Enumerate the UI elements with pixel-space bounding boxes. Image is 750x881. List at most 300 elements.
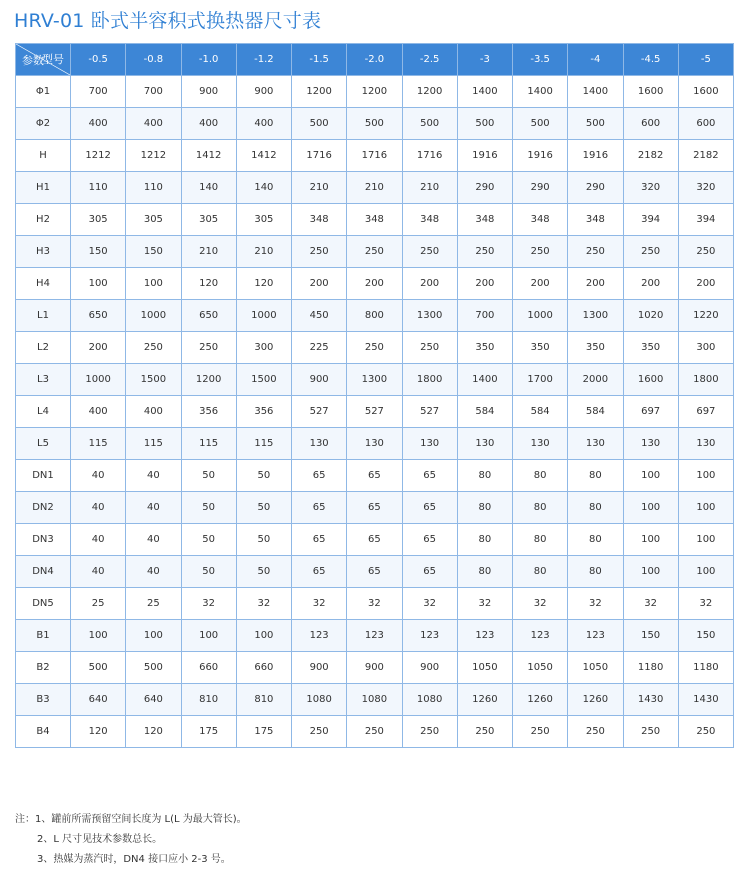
value-cell: 120 [236, 268, 291, 300]
value-cell: 1716 [347, 140, 402, 172]
model-header-cell: -2.5 [402, 44, 457, 76]
value-cell: 130 [678, 428, 733, 460]
value-cell: 50 [236, 524, 291, 556]
value-cell: 348 [292, 204, 347, 236]
value-cell: 130 [568, 428, 623, 460]
table-row [16, 556, 734, 588]
value-cell: 2182 [623, 140, 678, 172]
value-cell: 400 [71, 108, 126, 140]
value-cell: 80 [568, 460, 623, 492]
value-cell: 1600 [623, 364, 678, 396]
value-cell: 900 [347, 652, 402, 684]
value-cell: 500 [457, 108, 512, 140]
value-cell: 1260 [568, 684, 623, 716]
table-row [16, 428, 734, 460]
value-cell: 65 [292, 460, 347, 492]
table-row [16, 684, 734, 716]
value-cell: 32 [347, 588, 402, 620]
value-cell: 1212 [71, 140, 126, 172]
value-cell: 200 [457, 268, 512, 300]
value-cell: 1300 [568, 300, 623, 332]
param-cell: L4 [16, 396, 71, 428]
value-cell: 1080 [347, 684, 402, 716]
value-cell: 348 [347, 204, 402, 236]
value-cell: 130 [347, 428, 402, 460]
value-cell: 130 [402, 428, 457, 460]
table-row [16, 332, 734, 364]
value-cell: 80 [513, 460, 568, 492]
value-cell: 1500 [236, 364, 291, 396]
value-cell: 1212 [126, 140, 181, 172]
value-cell: 1412 [236, 140, 291, 172]
value-cell: 1716 [402, 140, 457, 172]
value-cell: 200 [568, 268, 623, 300]
value-cell: 175 [236, 716, 291, 748]
value-cell: 110 [71, 172, 126, 204]
value-cell: 348 [568, 204, 623, 236]
value-cell: 250 [126, 332, 181, 364]
value-cell: 250 [457, 716, 512, 748]
value-cell: 80 [568, 492, 623, 524]
value-cell: 500 [513, 108, 568, 140]
value-cell: 1300 [402, 300, 457, 332]
table-row [16, 172, 734, 204]
value-cell: 1916 [513, 140, 568, 172]
value-cell: 650 [71, 300, 126, 332]
table-row [16, 460, 734, 492]
value-cell: 50 [181, 524, 236, 556]
value-cell: 65 [347, 460, 402, 492]
value-cell: 150 [623, 620, 678, 652]
value-cell: 100 [71, 268, 126, 300]
value-cell: 115 [181, 428, 236, 460]
page-title: HRV-01 卧式半容积式换热器尺寸表 [14, 10, 322, 32]
value-cell: 123 [402, 620, 457, 652]
value-cell: 394 [623, 204, 678, 236]
table-row [16, 652, 734, 684]
value-cell: 65 [402, 460, 457, 492]
value-cell: 500 [568, 108, 623, 140]
value-cell: 210 [292, 172, 347, 204]
value-cell: 225 [292, 332, 347, 364]
value-cell: 1400 [568, 76, 623, 108]
value-cell: 900 [292, 364, 347, 396]
value-cell: 32 [513, 588, 568, 620]
value-cell: 65 [347, 524, 402, 556]
value-cell: 640 [126, 684, 181, 716]
value-cell: 1500 [126, 364, 181, 396]
value-cell: 400 [71, 396, 126, 428]
value-cell: 320 [623, 172, 678, 204]
value-cell: 100 [126, 620, 181, 652]
value-cell: 527 [292, 396, 347, 428]
value-cell: 697 [678, 396, 733, 428]
value-cell: 1020 [623, 300, 678, 332]
value-cell: 250 [513, 716, 568, 748]
value-cell: 65 [347, 556, 402, 588]
value-cell: 450 [292, 300, 347, 332]
table-row [16, 716, 734, 748]
value-cell: 1800 [678, 364, 733, 396]
value-cell: 25 [71, 588, 126, 620]
table-row [16, 140, 734, 172]
value-cell: 80 [457, 556, 512, 588]
value-cell: 32 [623, 588, 678, 620]
value-cell: 210 [181, 236, 236, 268]
value-cell: 80 [457, 460, 512, 492]
value-cell: 65 [402, 524, 457, 556]
value-cell: 400 [236, 108, 291, 140]
param-cell: L5 [16, 428, 71, 460]
value-cell: 1200 [347, 76, 402, 108]
model-header-cell: -5 [678, 44, 733, 76]
param-cell: DN2 [16, 492, 71, 524]
value-cell: 80 [568, 524, 623, 556]
value-cell: 250 [568, 716, 623, 748]
value-cell: 290 [457, 172, 512, 204]
value-cell: 40 [126, 524, 181, 556]
value-cell: 40 [126, 556, 181, 588]
model-header-cell: -3.5 [513, 44, 568, 76]
value-cell: 1180 [678, 652, 733, 684]
model-header-cell: -4 [568, 44, 623, 76]
value-cell: 348 [513, 204, 568, 236]
value-cell: 210 [236, 236, 291, 268]
value-cell: 2182 [678, 140, 733, 172]
value-cell: 1916 [457, 140, 512, 172]
value-cell: 32 [678, 588, 733, 620]
value-cell: 584 [513, 396, 568, 428]
value-cell: 40 [71, 460, 126, 492]
param-cell: H1 [16, 172, 71, 204]
value-cell: 1200 [181, 364, 236, 396]
value-cell: 32 [292, 588, 347, 620]
value-cell: 80 [513, 492, 568, 524]
value-cell: 1430 [678, 684, 733, 716]
value-cell: 250 [678, 716, 733, 748]
model-header-cell: -2.0 [347, 44, 402, 76]
value-cell: 80 [513, 556, 568, 588]
value-cell: 32 [402, 588, 457, 620]
param-cell: B4 [16, 716, 71, 748]
value-cell: 1000 [513, 300, 568, 332]
value-cell: 800 [347, 300, 402, 332]
value-cell: 900 [181, 76, 236, 108]
value-cell: 130 [457, 428, 512, 460]
table-row [16, 204, 734, 236]
value-cell: 100 [236, 620, 291, 652]
value-cell: 1220 [678, 300, 733, 332]
value-cell: 810 [236, 684, 291, 716]
value-cell: 65 [292, 492, 347, 524]
value-cell: 1430 [623, 684, 678, 716]
value-cell: 115 [126, 428, 181, 460]
value-cell: 50 [236, 460, 291, 492]
value-cell: 200 [513, 268, 568, 300]
note-2: 2、L 尺寸见技术参数总长。 [37, 834, 163, 845]
value-cell: 250 [513, 236, 568, 268]
value-cell: 250 [181, 332, 236, 364]
value-cell: 25 [126, 588, 181, 620]
model-header-cell: -1.5 [292, 44, 347, 76]
table-row [16, 620, 734, 652]
value-cell: 100 [678, 556, 733, 588]
value-cell: 250 [347, 332, 402, 364]
value-cell: 356 [236, 396, 291, 428]
param-cell: B3 [16, 684, 71, 716]
value-cell: 500 [71, 652, 126, 684]
value-cell: 40 [126, 460, 181, 492]
value-cell: 123 [568, 620, 623, 652]
value-cell: 810 [181, 684, 236, 716]
value-cell: 130 [623, 428, 678, 460]
value-cell: 500 [402, 108, 457, 140]
param-cell: H [16, 140, 71, 172]
value-cell: 200 [292, 268, 347, 300]
value-cell: 40 [71, 556, 126, 588]
value-cell: 500 [292, 108, 347, 140]
value-cell: 1050 [457, 652, 512, 684]
value-cell: 65 [347, 492, 402, 524]
value-cell: 80 [457, 524, 512, 556]
value-cell: 50 [181, 492, 236, 524]
value-cell: 700 [126, 76, 181, 108]
value-cell: 1050 [513, 652, 568, 684]
value-cell: 1916 [568, 140, 623, 172]
value-cell: 123 [513, 620, 568, 652]
value-cell: 130 [513, 428, 568, 460]
value-cell: 305 [126, 204, 181, 236]
value-cell: 305 [181, 204, 236, 236]
value-cell: 65 [402, 492, 457, 524]
value-cell: 1000 [236, 300, 291, 332]
value-cell: 500 [126, 652, 181, 684]
value-cell: 250 [402, 716, 457, 748]
table-row [16, 364, 734, 396]
value-cell: 200 [347, 268, 402, 300]
value-cell: 1700 [513, 364, 568, 396]
value-cell: 32 [457, 588, 512, 620]
value-cell: 123 [457, 620, 512, 652]
value-cell: 1800 [402, 364, 457, 396]
value-cell: 250 [347, 236, 402, 268]
value-cell: 100 [678, 460, 733, 492]
value-cell: 1260 [457, 684, 512, 716]
value-cell: 584 [457, 396, 512, 428]
value-cell: 1080 [402, 684, 457, 716]
value-cell: 80 [513, 524, 568, 556]
value-cell: 150 [71, 236, 126, 268]
table-row [16, 300, 734, 332]
value-cell: 1412 [181, 140, 236, 172]
value-cell: 100 [623, 524, 678, 556]
value-cell: 50 [181, 556, 236, 588]
corner-label-model: 型号 [42, 53, 64, 66]
param-cell: DN3 [16, 524, 71, 556]
value-cell: 123 [292, 620, 347, 652]
value-cell: 527 [402, 396, 457, 428]
value-cell: 250 [347, 716, 402, 748]
table-row [16, 268, 734, 300]
table-row [16, 108, 734, 140]
table-row [16, 236, 734, 268]
model-header-cell: -1.0 [181, 44, 236, 76]
table-row [16, 524, 734, 556]
value-cell: 40 [71, 524, 126, 556]
value-cell: 900 [292, 652, 347, 684]
model-header-cell: -3 [457, 44, 512, 76]
value-cell: 1050 [568, 652, 623, 684]
dimension-table [15, 43, 734, 748]
model-header-cell: -0.5 [71, 44, 126, 76]
value-cell: 40 [126, 492, 181, 524]
param-cell: L1 [16, 300, 71, 332]
value-cell: 2000 [568, 364, 623, 396]
note-1: 注：1、罐前所需预留空间长度为 L(L 为最大管长)。 [15, 814, 247, 825]
value-cell: 140 [236, 172, 291, 204]
value-cell: 250 [457, 236, 512, 268]
value-cell: 65 [292, 556, 347, 588]
value-cell: 100 [623, 492, 678, 524]
model-header-cell: -4.5 [623, 44, 678, 76]
notes [15, 810, 247, 870]
value-cell: 300 [678, 332, 733, 364]
value-cell: 250 [623, 236, 678, 268]
value-cell: 50 [236, 556, 291, 588]
value-cell: 1200 [292, 76, 347, 108]
value-cell: 250 [402, 236, 457, 268]
value-cell: 100 [623, 460, 678, 492]
table-row [16, 76, 734, 108]
value-cell: 100 [181, 620, 236, 652]
param-cell: DN4 [16, 556, 71, 588]
value-cell: 900 [402, 652, 457, 684]
value-cell: 123 [347, 620, 402, 652]
value-cell: 115 [71, 428, 126, 460]
corner-label-param: 参数 [22, 54, 44, 67]
param-cell: DN5 [16, 588, 71, 620]
table-body [16, 76, 734, 748]
value-cell: 130 [292, 428, 347, 460]
value-cell: 120 [71, 716, 126, 748]
value-cell: 100 [71, 620, 126, 652]
value-cell: 527 [347, 396, 402, 428]
value-cell: 250 [292, 236, 347, 268]
value-cell: 1600 [678, 76, 733, 108]
value-cell: 1080 [292, 684, 347, 716]
param-cell: H3 [16, 236, 71, 268]
table-header-row [16, 44, 734, 76]
value-cell: 65 [292, 524, 347, 556]
value-cell: 400 [126, 396, 181, 428]
value-cell: 356 [181, 396, 236, 428]
table-row [16, 588, 734, 620]
param-cell: DN1 [16, 460, 71, 492]
value-cell: 175 [181, 716, 236, 748]
value-cell: 250 [292, 716, 347, 748]
value-cell: 200 [623, 268, 678, 300]
model-header-cell: -0.8 [126, 44, 181, 76]
value-cell: 200 [71, 332, 126, 364]
value-cell: 200 [402, 268, 457, 300]
value-cell: 120 [181, 268, 236, 300]
value-cell: 300 [236, 332, 291, 364]
value-cell: 1600 [623, 76, 678, 108]
value-cell: 1400 [457, 364, 512, 396]
value-cell: 1300 [347, 364, 402, 396]
value-cell: 640 [71, 684, 126, 716]
value-cell: 250 [568, 236, 623, 268]
param-cell: B2 [16, 652, 71, 684]
param-cell: B1 [16, 620, 71, 652]
value-cell: 1716 [292, 140, 347, 172]
param-cell: L2 [16, 332, 71, 364]
value-cell: 50 [181, 460, 236, 492]
value-cell: 32 [568, 588, 623, 620]
value-cell: 140 [181, 172, 236, 204]
value-cell: 100 [623, 556, 678, 588]
value-cell: 660 [181, 652, 236, 684]
value-cell: 32 [236, 588, 291, 620]
value-cell: 697 [623, 396, 678, 428]
value-cell: 350 [513, 332, 568, 364]
value-cell: 348 [457, 204, 512, 236]
value-cell: 660 [236, 652, 291, 684]
value-cell: 290 [513, 172, 568, 204]
value-cell: 1400 [457, 76, 512, 108]
param-cell: H4 [16, 268, 71, 300]
table-row [16, 492, 734, 524]
value-cell: 650 [181, 300, 236, 332]
value-cell: 1000 [126, 300, 181, 332]
value-cell: 1200 [402, 76, 457, 108]
value-cell: 210 [347, 172, 402, 204]
value-cell: 700 [457, 300, 512, 332]
value-cell: 305 [71, 204, 126, 236]
param-cell: L3 [16, 364, 71, 396]
value-cell: 65 [402, 556, 457, 588]
value-cell: 1000 [71, 364, 126, 396]
value-cell: 40 [71, 492, 126, 524]
value-cell: 320 [678, 172, 733, 204]
value-cell: 290 [568, 172, 623, 204]
param-cell: Φ2 [16, 108, 71, 140]
value-cell: 250 [402, 332, 457, 364]
value-cell: 50 [236, 492, 291, 524]
value-cell: 350 [457, 332, 512, 364]
value-cell: 305 [236, 204, 291, 236]
value-cell: 700 [71, 76, 126, 108]
value-cell: 80 [457, 492, 512, 524]
value-cell: 100 [678, 524, 733, 556]
value-cell: 1400 [513, 76, 568, 108]
param-cell: H2 [16, 204, 71, 236]
value-cell: 500 [347, 108, 402, 140]
value-cell: 400 [181, 108, 236, 140]
value-cell: 600 [623, 108, 678, 140]
value-cell: 115 [236, 428, 291, 460]
value-cell: 1180 [623, 652, 678, 684]
value-cell: 348 [402, 204, 457, 236]
value-cell: 350 [623, 332, 678, 364]
note-3: 3、热媒为蒸汽时，DN4 接口应小 2-3 号。 [37, 854, 231, 865]
value-cell: 400 [126, 108, 181, 140]
value-cell: 80 [568, 556, 623, 588]
value-cell: 100 [126, 268, 181, 300]
value-cell: 350 [568, 332, 623, 364]
table-row [16, 396, 734, 428]
param-cell: Φ1 [16, 76, 71, 108]
